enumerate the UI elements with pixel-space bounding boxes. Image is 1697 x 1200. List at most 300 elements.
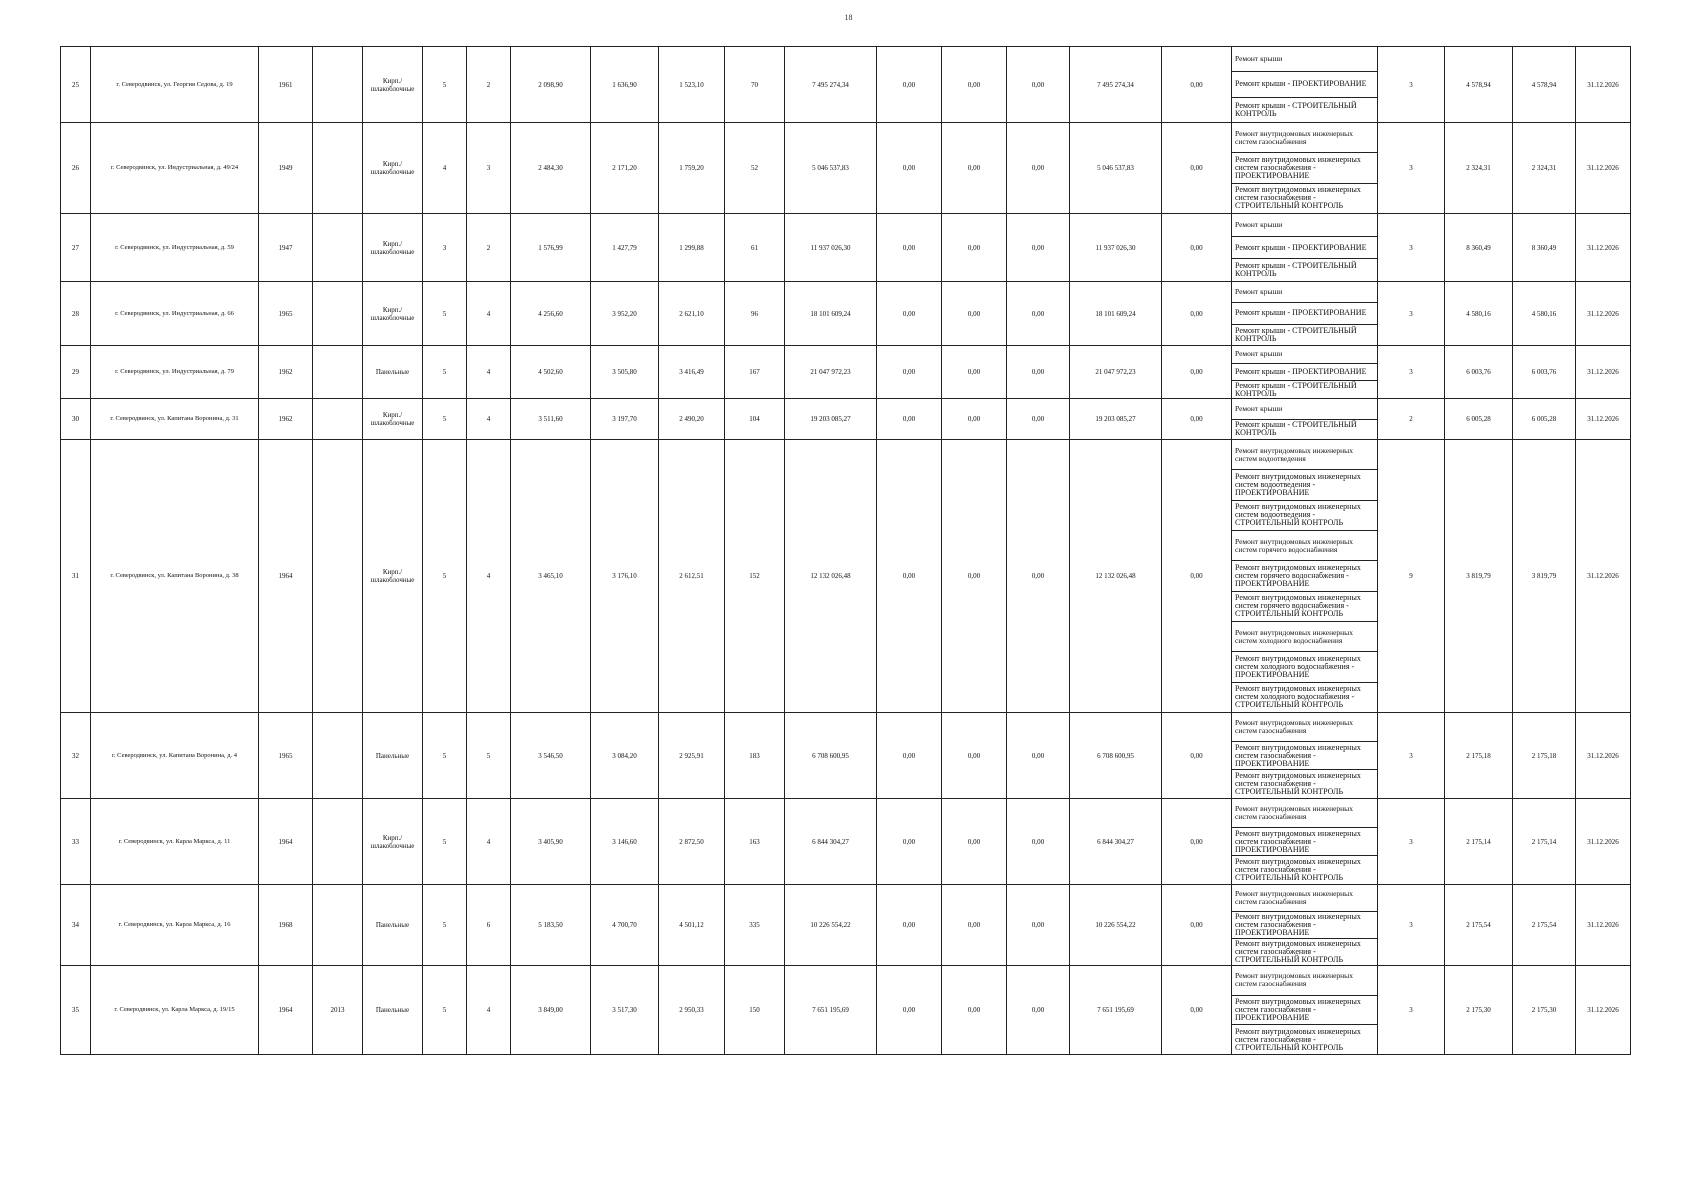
cell-max-unit-cost: 4 578,94 (1513, 47, 1576, 123)
cell-area-living: 2 612,51 (659, 440, 725, 713)
overhaul-program-table (60, 46, 1631, 1055)
cell-cost-fund: 0,00 (877, 282, 942, 346)
work-item: Ремонт внутридомовых инженерных систем газоснабжения - СТРОИТЕЛЬНЫЙ КОНТРОЛЬ (1235, 1026, 1361, 1052)
cell-work-count: 3 (1378, 47, 1445, 123)
cell-walls: Кирп./шлакоблочные (363, 47, 423, 123)
cell-residents: 150 (725, 966, 785, 1055)
cell-year-overhaul (313, 713, 363, 799)
cell-deadline: 31.12.2026 (1576, 713, 1631, 799)
cell-area-all: 3 517,30 (591, 966, 659, 1055)
cell-entrances: 4 (467, 440, 511, 713)
cell-cost-budget-region: 0,00 (942, 123, 1007, 214)
cell-work-count: 2 (1378, 399, 1445, 440)
work-item: Ремонт внутридомовых инженерных систем газоснабжения - ПРОЕКТИРОВАНИЕ (1232, 828, 1377, 857)
cell-cost-fund: 0,00 (877, 47, 942, 123)
cell-cost-total: 18 101 609,24 (785, 282, 877, 346)
cell-cost-budget-local: 0,00 (1007, 885, 1070, 966)
cell-entrances: 2 (467, 214, 511, 282)
cell-cost-owners: 11 937 026,30 (1070, 214, 1162, 282)
cell-entrances: 4 (467, 346, 511, 399)
cell-cost-other: 0,00 (1162, 885, 1232, 966)
cell-year-overhaul (313, 214, 363, 282)
cell-cost-total: 5 046 537,83 (785, 123, 877, 214)
work-list (1232, 282, 1377, 345)
cell-walls: Панельные (363, 713, 423, 799)
cell-cost-fund: 0,00 (877, 713, 942, 799)
cell-address: г. Северодвинск, ул. Капитана Воронина, д. 4 (91, 713, 259, 799)
cell-unit-cost: 2 175,54 (1445, 885, 1513, 966)
cell-deadline: 31.12.2026 (1576, 799, 1631, 885)
table-row (61, 713, 1631, 799)
table-row (61, 123, 1631, 214)
cell-cost-owners: 7 651 195,69 (1070, 966, 1162, 1055)
cell-year-built: 1964 (259, 799, 313, 885)
cell-no: 33 (61, 799, 91, 885)
cell-year-built: 1949 (259, 123, 313, 214)
work-item: Ремонт крыши (1232, 346, 1377, 364)
cell-cost-budget-region: 0,00 (942, 966, 1007, 1055)
cell-works (1232, 799, 1378, 885)
cell-cost-budget-region: 0,00 (942, 346, 1007, 399)
work-item: Ремонт внутридомовых инженерных систем газоснабжения - ПРОЕКТИРОВАНИЕ (1232, 912, 1377, 939)
work-item: Ремонт внутридомовых инженерных систем водоотведения - СТРОИТЕЛЬНЫЙ КОНТРОЛЬ (1232, 501, 1377, 531)
table-row (61, 799, 1631, 885)
cell-area-living: 2 621,10 (659, 282, 725, 346)
cell-floors: 5 (423, 282, 467, 346)
work-item: Ремонт внутридомовых инженерных систем водоотведения (1232, 440, 1377, 470)
cell-area-living: 2 490,20 (659, 399, 725, 440)
cell-residents: 61 (725, 214, 785, 282)
cell-total-area: 1 576,99 (511, 214, 591, 282)
cell-total-area: 5 183,50 (511, 885, 591, 966)
cell-unit-cost: 2 175,18 (1445, 713, 1513, 799)
cell-address: г. Северодвинск, ул. Карла Маркса, д. 16 (91, 885, 259, 966)
cell-deadline: 31.12.2026 (1576, 399, 1631, 440)
work-item: Ремонт крыши - СТРОИТЕЛЬНЫЙ КОНТРОЛЬ (1235, 420, 1357, 438)
work-item: Ремонт внутридомовых инженерных систем холодного водоснабжения - СТРОИТЕЛЬНЫЙ КОНТРОЛЬ (1235, 684, 1361, 710)
cell-cost-budget-region: 0,00 (942, 440, 1007, 713)
cell-floors: 5 (423, 885, 467, 966)
cell-work-count: 3 (1378, 346, 1445, 399)
cell-cost-other: 0,00 (1162, 966, 1232, 1055)
cell-area-all: 1 636,90 (591, 47, 659, 123)
cell-area-living: 1 523,10 (659, 47, 725, 123)
cell-area-living: 1 759,20 (659, 123, 725, 214)
cell-walls: Панельные (363, 346, 423, 399)
cell-address: г. Северодвинск, ул. Индустриальная, д. 49/24 (91, 123, 259, 214)
cell-entrances: 4 (467, 966, 511, 1055)
cell-unit-cost: 6 005,28 (1445, 399, 1513, 440)
work-item: Ремонт крыши (1232, 282, 1377, 303)
cell-area-all: 3 146,60 (591, 799, 659, 885)
cell-walls: Кирп./шлакоблочные (363, 214, 423, 282)
cell-area-all: 1 427,79 (591, 214, 659, 282)
cell-year-built: 1964 (259, 440, 313, 713)
table-body (61, 47, 1631, 1055)
cell-cost-other: 0,00 (1162, 713, 1232, 799)
cell-year-overhaul (313, 399, 363, 440)
cell-residents: 335 (725, 885, 785, 966)
work-item: Ремонт внутридомовых инженерных систем газоснабжения - СТРОИТЕЛЬНЫЙ КОНТРОЛЬ (1235, 939, 1361, 964)
cell-cost-fund: 0,00 (877, 123, 942, 214)
cell-deadline: 31.12.2026 (1576, 214, 1631, 282)
table-row (61, 346, 1631, 399)
cell-address: г. Северодвинск, ул. Капитана Воронина, д. 31 (91, 399, 259, 440)
table-row (61, 214, 1631, 282)
cell-year-overhaul: 2013 (313, 966, 363, 1055)
work-list (1232, 214, 1377, 281)
work-list (1232, 399, 1377, 439)
cell-cost-budget-local: 0,00 (1007, 47, 1070, 123)
page-number: 18 (844, 13, 853, 22)
work-item: Ремонт внутридомовых инженерных систем холодного водоснабжения - ПРОЕКТИРОВАНИЕ (1232, 652, 1377, 682)
cell-cost-budget-region: 0,00 (942, 282, 1007, 346)
cell-area-living: 1 299,88 (659, 214, 725, 282)
cell-entrances: 6 (467, 885, 511, 966)
cell-cost-budget-region: 0,00 (942, 399, 1007, 440)
cell-cost-owners: 7 495 274,34 (1070, 47, 1162, 123)
work-item: Ремонт крыши - ПРОЕКТИРОВАНИЕ (1232, 237, 1377, 260)
work-item: Ремонт крыши - СТРОИТЕЛЬНЫЙ КОНТРОЛЬ (1235, 325, 1357, 343)
cell-max-unit-cost: 2 324,31 (1513, 123, 1576, 214)
cell-unit-cost: 4 578,94 (1445, 47, 1513, 123)
cell-max-unit-cost: 8 360,49 (1513, 214, 1576, 282)
cell-cost-budget-local: 0,00 (1007, 399, 1070, 440)
cell-max-unit-cost: 2 175,54 (1513, 885, 1576, 966)
cell-cost-fund: 0,00 (877, 214, 942, 282)
work-item: Ремонт внутридомовых инженерных систем газоснабжения - ПРОЕКТИРОВАНИЕ (1232, 996, 1377, 1026)
table-row (61, 966, 1631, 1055)
work-item: Ремонт крыши - ПРОЕКТИРОВАНИЕ (1232, 72, 1377, 97)
cell-year-built: 1962 (259, 346, 313, 399)
cell-work-count: 3 (1378, 966, 1445, 1055)
cell-cost-budget-local: 0,00 (1007, 799, 1070, 885)
cell-cost-other: 0,00 (1162, 346, 1232, 399)
cell-unit-cost: 6 003,76 (1445, 346, 1513, 399)
cell-cost-other: 0,00 (1162, 440, 1232, 713)
cell-works (1232, 885, 1378, 966)
work-item: Ремонт внутридомовых инженерных систем газоснабжения (1232, 123, 1377, 153)
cell-cost-fund: 0,00 (877, 346, 942, 399)
cell-no: 27 (61, 214, 91, 282)
cell-area-all: 2 171,20 (591, 123, 659, 214)
cell-year-built: 1961 (259, 47, 313, 123)
cell-area-living: 2 950,33 (659, 966, 725, 1055)
cell-year-overhaul (313, 440, 363, 713)
cell-cost-fund: 0,00 (877, 799, 942, 885)
cell-no: 34 (61, 885, 91, 966)
cell-residents: 183 (725, 713, 785, 799)
cell-max-unit-cost: 2 175,30 (1513, 966, 1576, 1055)
cell-address: г. Северодвинск, ул. Индустриальная, д. 66 (91, 282, 259, 346)
work-item: Ремонт внутридомовых инженерных систем газоснабжения - СТРОИТЕЛЬНЫЙ КОНТРОЛЬ (1235, 771, 1361, 797)
work-list (1232, 713, 1377, 798)
work-item: Ремонт внутридомовых инженерных систем газоснабжения (1232, 713, 1377, 742)
cell-cost-budget-local: 0,00 (1007, 713, 1070, 799)
cell-cost-owners: 6 708 600,95 (1070, 713, 1162, 799)
cell-entrances: 3 (467, 123, 511, 214)
cell-max-unit-cost: 4 580,16 (1513, 282, 1576, 346)
cell-no: 35 (61, 966, 91, 1055)
cell-year-overhaul (313, 885, 363, 966)
cell-work-count: 3 (1378, 799, 1445, 885)
cell-cost-other: 0,00 (1162, 799, 1232, 885)
cell-deadline: 31.12.2026 (1576, 282, 1631, 346)
cell-works (1232, 214, 1378, 282)
cell-floors: 5 (423, 346, 467, 399)
cell-works (1232, 399, 1378, 440)
cell-max-unit-cost: 3 819,79 (1513, 440, 1576, 713)
cell-cost-budget-region: 0,00 (942, 885, 1007, 966)
cell-cost-total: 7 651 195,69 (785, 966, 877, 1055)
cell-works (1232, 966, 1378, 1055)
work-item: Ремонт внутридомовых инженерных систем горячего водоснабжения - ПРОЕКТИРОВАНИЕ (1232, 561, 1377, 591)
cell-residents: 70 (725, 47, 785, 123)
cell-cost-budget-local: 0,00 (1007, 440, 1070, 713)
work-item: Ремонт внутридомовых инженерных систем горячего водоснабжения - СТРОИТЕЛЬНЫЙ КОНТРОЛЬ (1232, 592, 1377, 622)
cell-no: 28 (61, 282, 91, 346)
cell-total-area: 3 511,60 (511, 399, 591, 440)
cell-unit-cost: 3 819,79 (1445, 440, 1513, 713)
work-item: Ремонт внутридомовых инженерных систем горячего водоснабжения (1232, 531, 1377, 561)
cell-residents: 167 (725, 346, 785, 399)
cell-cost-budget-region: 0,00 (942, 799, 1007, 885)
cell-works (1232, 123, 1378, 214)
cell-total-area: 2 484,30 (511, 123, 591, 214)
cell-year-overhaul (313, 282, 363, 346)
cell-cost-total: 12 132 026,48 (785, 440, 877, 713)
cell-deadline: 31.12.2026 (1576, 346, 1631, 399)
cell-total-area: 3 405,90 (511, 799, 591, 885)
cell-works (1232, 713, 1378, 799)
work-item: Ремонт внутридомовых инженерных систем газоснабжения (1232, 966, 1377, 996)
cell-entrances: 4 (467, 799, 511, 885)
table-row (61, 47, 1631, 123)
cell-unit-cost: 8 360,49 (1445, 214, 1513, 282)
cell-work-count: 3 (1378, 123, 1445, 214)
cell-cost-budget-region: 0,00 (942, 713, 1007, 799)
work-list (1232, 440, 1377, 712)
cell-residents: 152 (725, 440, 785, 713)
cell-address: г. Северодвинск, ул. Карла Маркса, д. 19/15 (91, 966, 259, 1055)
cell-cost-budget-local: 0,00 (1007, 346, 1070, 399)
work-item: Ремонт внутридомовых инженерных систем водоотведения - ПРОЕКТИРОВАНИЕ (1232, 470, 1377, 500)
cell-total-area: 3 849,00 (511, 966, 591, 1055)
cell-no: 29 (61, 346, 91, 399)
cell-address: г. Северодвинск, ул. Индустриальная, д. 59 (91, 214, 259, 282)
cell-cost-budget-region: 0,00 (942, 214, 1007, 282)
work-list (1232, 799, 1377, 884)
cell-work-count: 3 (1378, 214, 1445, 282)
table-row (61, 282, 1631, 346)
cell-cost-fund: 0,00 (877, 885, 942, 966)
work-item: Ремонт крыши (1232, 214, 1377, 237)
cell-cost-fund: 0,00 (877, 966, 942, 1055)
cell-cost-total: 21 047 972,23 (785, 346, 877, 399)
cell-area-living: 2 925,91 (659, 713, 725, 799)
cell-max-unit-cost: 6 005,28 (1513, 399, 1576, 440)
cell-work-count: 3 (1378, 885, 1445, 966)
cell-residents: 104 (725, 399, 785, 440)
cell-cost-other: 0,00 (1162, 282, 1232, 346)
cell-walls: Панельные (363, 966, 423, 1055)
cell-floors: 4 (423, 123, 467, 214)
cell-address: г. Северодвинск, ул. Индустриальная, д. 79 (91, 346, 259, 399)
cell-cost-fund: 0,00 (877, 399, 942, 440)
cell-cost-owners: 5 046 537,83 (1070, 123, 1162, 214)
cell-walls: Кирп./шлакоблочные (363, 399, 423, 440)
cell-no: 26 (61, 123, 91, 214)
cell-floors: 5 (423, 399, 467, 440)
cell-cost-owners: 21 047 972,23 (1070, 346, 1162, 399)
work-item: Ремонт крыши - ПРОЕКТИРОВАНИЕ (1232, 303, 1377, 324)
cell-area-living: 2 872,50 (659, 799, 725, 885)
work-item: Ремонт внутридомовых инженерных систем газоснабжения - ПРОЕКТИРОВАНИЕ (1232, 742, 1377, 771)
cell-floors: 5 (423, 799, 467, 885)
cell-cost-other: 0,00 (1162, 399, 1232, 440)
cell-works (1232, 282, 1378, 346)
cell-year-overhaul (313, 346, 363, 399)
cell-walls: Кирп./шлакоблочные (363, 440, 423, 713)
cell-area-all: 3 176,10 (591, 440, 659, 713)
cell-entrances: 2 (467, 47, 511, 123)
work-list (1232, 346, 1377, 398)
cell-residents: 96 (725, 282, 785, 346)
cell-residents: 163 (725, 799, 785, 885)
cell-year-built: 1947 (259, 214, 313, 282)
cell-works (1232, 346, 1378, 399)
work-item: Ремонт внутридомовых инженерных систем газоснабжения - СТРОИТЕЛЬНЫЙ КОНТРОЛЬ (1235, 185, 1361, 211)
cell-deadline: 31.12.2026 (1576, 123, 1631, 214)
cell-area-all: 3 084,20 (591, 713, 659, 799)
cell-cost-total: 7 495 274,34 (785, 47, 877, 123)
work-list (1232, 123, 1377, 213)
table-row (61, 885, 1631, 966)
cell-floors: 5 (423, 713, 467, 799)
cell-year-overhaul (313, 799, 363, 885)
cell-cost-owners: 10 226 554,22 (1070, 885, 1162, 966)
cell-deadline: 31.12.2026 (1576, 966, 1631, 1055)
cell-unit-cost: 2 175,30 (1445, 966, 1513, 1055)
cell-cost-budget-local: 0,00 (1007, 214, 1070, 282)
cell-cost-total: 6 708 600,95 (785, 713, 877, 799)
work-item: Ремонт крыши - СТРОИТЕЛЬНЫЙ КОНТРОЛЬ (1235, 261, 1357, 279)
cell-area-all: 3 952,20 (591, 282, 659, 346)
cell-deadline: 31.12.2026 (1576, 47, 1631, 123)
cell-cost-total: 11 937 026,30 (785, 214, 877, 282)
work-item: Ремонт крыши (1232, 47, 1377, 72)
cell-total-area: 4 256,60 (511, 282, 591, 346)
cell-entrances: 4 (467, 282, 511, 346)
cell-address: г. Северодвинск, ул. Карла Маркса, д. 11 (91, 799, 259, 885)
cell-cost-budget-region: 0,00 (942, 47, 1007, 123)
cell-no: 25 (61, 47, 91, 123)
work-item: Ремонт внутридомовых инженерных систем холодного водоснабжения (1232, 622, 1377, 652)
work-item: Ремонт крыши - СТРОИТЕЛЬНЫЙ КОНТРОЛЬ (1235, 100, 1357, 118)
cell-year-built: 1964 (259, 966, 313, 1055)
cell-cost-owners: 6 844 304,27 (1070, 799, 1162, 885)
table-row (61, 440, 1631, 713)
cell-no: 32 (61, 713, 91, 799)
cell-floors: 5 (423, 966, 467, 1055)
cell-work-count: 9 (1378, 440, 1445, 713)
cell-cost-other: 0,00 (1162, 123, 1232, 214)
cell-area-all: 3 505,80 (591, 346, 659, 399)
cell-work-count: 3 (1378, 282, 1445, 346)
cell-max-unit-cost: 2 175,14 (1513, 799, 1576, 885)
cell-cost-owners: 12 132 026,48 (1070, 440, 1162, 713)
cell-area-all: 3 197,70 (591, 399, 659, 440)
cell-address: г. Северодвинск, ул. Капитана Воронина, д. 38 (91, 440, 259, 713)
work-item: Ремонт внутридомовых инженерных систем газоснабжения - ПРОЕКТИРОВАНИЕ (1232, 153, 1377, 183)
cell-max-unit-cost: 6 003,76 (1513, 346, 1576, 399)
cell-year-overhaul (313, 47, 363, 123)
cell-year-built: 1962 (259, 399, 313, 440)
work-list (1232, 885, 1377, 965)
cell-unit-cost: 2 324,31 (1445, 123, 1513, 214)
cell-work-count: 3 (1378, 713, 1445, 799)
cell-residents: 52 (725, 123, 785, 214)
cell-deadline: 31.12.2026 (1576, 885, 1631, 966)
cell-cost-budget-local: 0,00 (1007, 282, 1070, 346)
cell-cost-total: 6 844 304,27 (785, 799, 877, 885)
cell-year-built: 1968 (259, 885, 313, 966)
cell-total-area: 3 546,50 (511, 713, 591, 799)
cell-no: 30 (61, 399, 91, 440)
cell-walls: Кирп./шлакоблочные (363, 282, 423, 346)
cell-walls: Кирп./шлакоблочные (363, 799, 423, 885)
cell-cost-total: 10 226 554,22 (785, 885, 877, 966)
work-item: Ремонт крыши - СТРОИТЕЛЬНЫЙ КОНТРОЛЬ (1235, 380, 1357, 398)
cell-unit-cost: 2 175,14 (1445, 799, 1513, 885)
cell-cost-budget-local: 0,00 (1007, 123, 1070, 214)
cell-entrances: 5 (467, 713, 511, 799)
cell-cost-owners: 18 101 609,24 (1070, 282, 1162, 346)
cell-area-all: 4 700,70 (591, 885, 659, 966)
cell-works (1232, 47, 1378, 123)
cell-works (1232, 440, 1378, 713)
cell-address: г. Северодвинск, ул. Георгия Седова, д. 19 (91, 47, 259, 123)
work-item: Ремонт внутридомовых инженерных систем газоснабжения (1232, 799, 1377, 828)
work-list (1232, 47, 1377, 122)
cell-walls: Кирп./шлакоблочные (363, 123, 423, 214)
cell-entrances: 4 (467, 399, 511, 440)
cell-floors: 5 (423, 440, 467, 713)
cell-total-area: 2 098,90 (511, 47, 591, 123)
cell-max-unit-cost: 2 175,18 (1513, 713, 1576, 799)
cell-cost-total: 19 203 085,27 (785, 399, 877, 440)
work-item: Ремонт крыши (1232, 399, 1377, 420)
table-row (61, 399, 1631, 440)
work-item: Ремонт внутридомовых инженерных систем газоснабжения (1232, 885, 1377, 912)
cell-area-living: 3 416,49 (659, 346, 725, 399)
cell-total-area: 4 502,60 (511, 346, 591, 399)
cell-year-overhaul (313, 123, 363, 214)
cell-unit-cost: 4 580,16 (1445, 282, 1513, 346)
cell-cost-other: 0,00 (1162, 47, 1232, 123)
cell-deadline: 31.12.2026 (1576, 440, 1631, 713)
cell-floors: 5 (423, 47, 467, 123)
cell-no: 31 (61, 440, 91, 713)
cell-walls: Панельные (363, 885, 423, 966)
cell-floors: 3 (423, 214, 467, 282)
cell-year-built: 1965 (259, 713, 313, 799)
work-item: Ремонт крыши - ПРОЕКТИРОВАНИЕ (1232, 364, 1377, 382)
cell-cost-fund: 0,00 (877, 440, 942, 713)
cell-cost-budget-local: 0,00 (1007, 966, 1070, 1055)
work-list (1232, 966, 1377, 1054)
work-item: Ремонт внутридомовых инженерных систем газоснабжения - СТРОИТЕЛЬНЫЙ КОНТРОЛЬ (1235, 857, 1361, 883)
